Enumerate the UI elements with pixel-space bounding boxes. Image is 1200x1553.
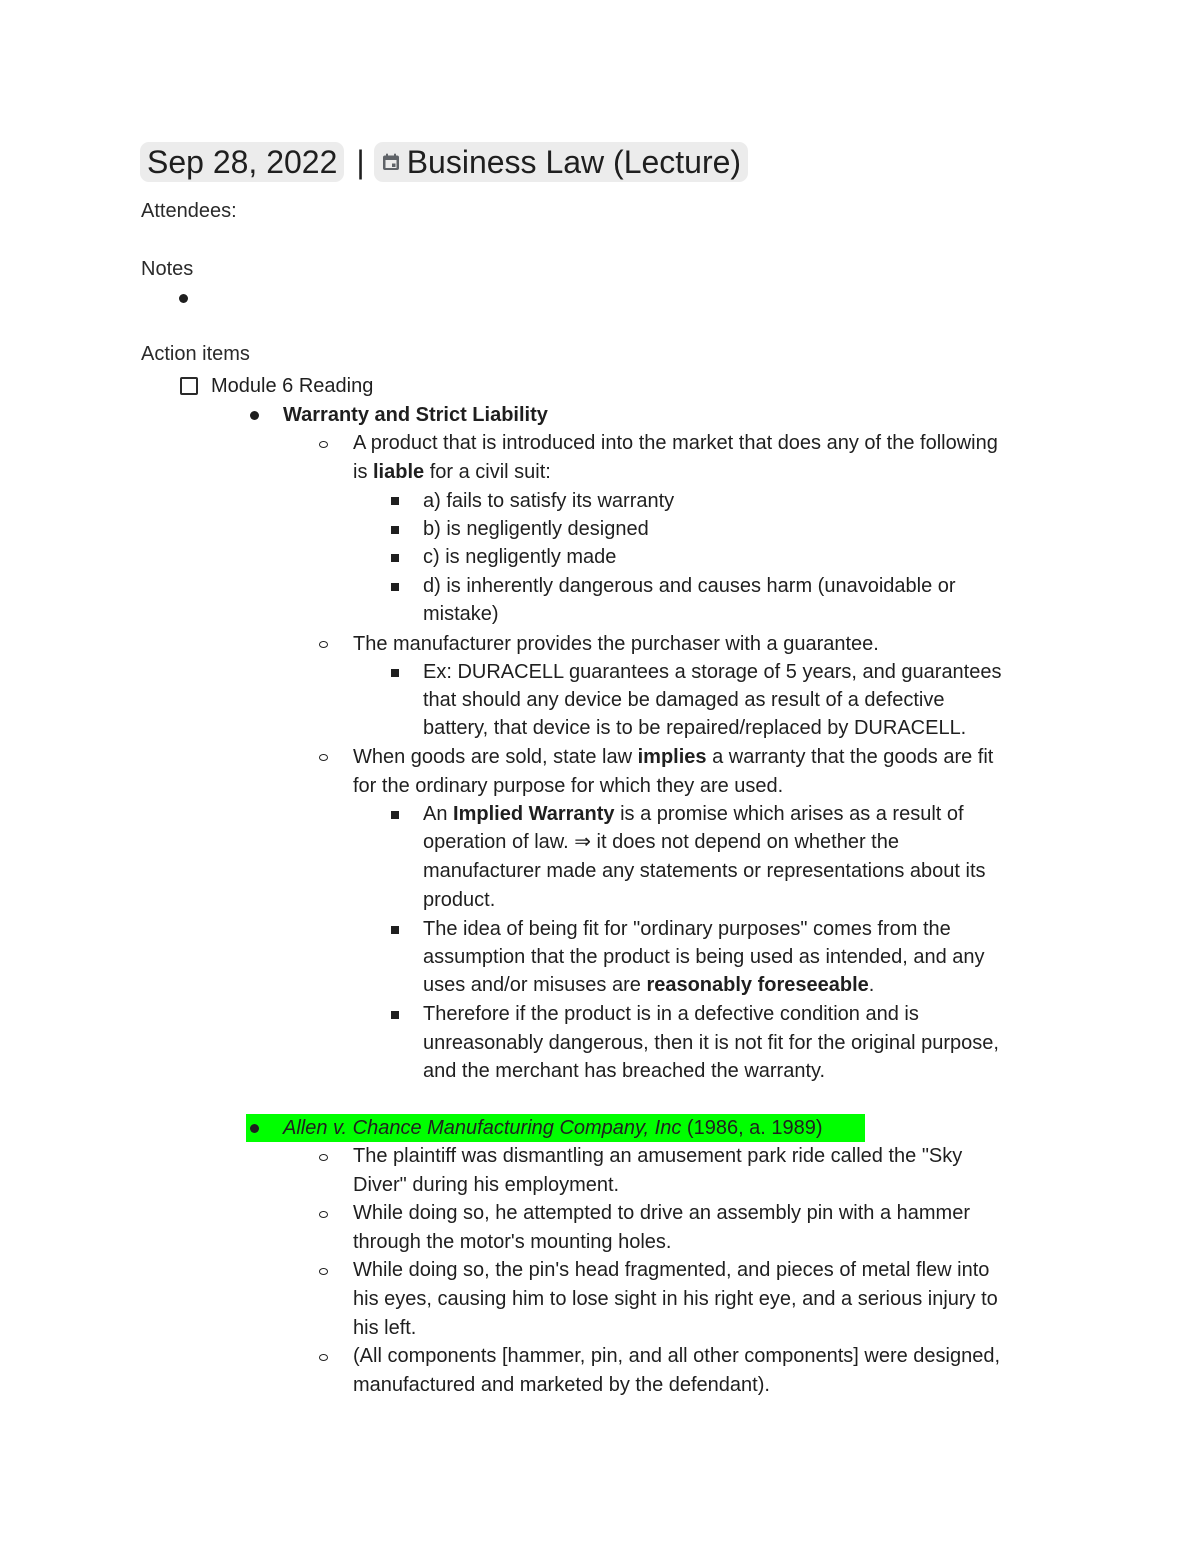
section-heading: Warranty and Strict Liability: [283, 404, 548, 426]
list-item: c) is negligently made: [423, 546, 617, 568]
bullet-circle: [319, 441, 328, 448]
case-heading: [283, 1114, 823, 1143]
title-separator: |: [356, 143, 365, 180]
list-item: Ex: DURACELL guarantees a storage of 5 years, and guarantees: [423, 661, 1002, 683]
list-item: A product that is introduced into the market that does any of the following: [353, 432, 998, 454]
bullet-square: [391, 554, 399, 562]
bullet-circle: [319, 1211, 328, 1218]
date-chip-label: Sep 28, 2022: [147, 143, 338, 180]
page-title: [140, 140, 748, 184]
bullet-circle: [319, 641, 328, 648]
bullet-disc: [250, 411, 259, 420]
list-item: While doing so, the pin's head fragmented, and pieces of metal flew into: [353, 1259, 990, 1281]
list-item-continuation: product.: [423, 889, 496, 911]
list-item: Therefore if the product is in a defective condition and is: [423, 1003, 919, 1025]
list-item-continuation: through the motor's mounting holes.: [353, 1231, 672, 1253]
date-chip[interactable]: [140, 142, 344, 182]
attendees-label: Attendees:: [141, 200, 237, 222]
calendar-icon: [381, 152, 401, 172]
list-item: An Implied Warranty is a promise which arises as a result of: [423, 803, 964, 825]
action-items-label: Action items: [141, 343, 250, 365]
list-item-continuation: and the merchant has breached the warranty.: [423, 1060, 826, 1082]
list-item-continuation: Diver" during his employment.: [353, 1174, 620, 1196]
bullet-square: [391, 811, 399, 819]
bullet-square: [391, 1011, 399, 1019]
list-item: b) is negligently designed: [423, 518, 649, 540]
bullet-square: [391, 926, 399, 934]
bullet-circle: [319, 1268, 328, 1275]
bullet-circle: [319, 754, 328, 761]
list-item-continuation: uses and/or misuses are reasonably foreseeable.: [423, 974, 875, 996]
list-item-continuation: his left.: [353, 1317, 417, 1339]
list-item-continuation: that should any device be damaged as result of a defective: [423, 689, 945, 711]
checklist-item-label: Module 6 Reading: [211, 375, 374, 397]
list-item-continuation: battery, that device is to be repaired/replaced by DURACELL.: [423, 717, 967, 739]
bullet-circle: [319, 1154, 328, 1161]
list-item: (All components [hammer, pin, and all other components] were designed,: [353, 1345, 1001, 1367]
bullet-square: [391, 497, 399, 505]
list-item: The idea of being fit for "ordinary purposes" comes from the: [423, 918, 951, 940]
case-name: Allen v. Chance Manufacturing Company, Inc: [283, 1117, 682, 1139]
bullet-square: [391, 526, 399, 534]
bullet-circle: [319, 1354, 328, 1361]
list-item-continuation: is liable for a civil suit:: [353, 461, 551, 483]
case-years: (1986, a. 1989): [681, 1117, 823, 1139]
list-item: a) fails to satisfy its warranty: [423, 490, 675, 512]
calendar-event-chip[interactable]: [374, 142, 748, 182]
list-item-continuation: operation of law. ⇒ it does not depend on whether the: [423, 831, 899, 853]
list-item: When goods are sold, state law implies a warranty that the goods are fit: [353, 746, 994, 768]
list-item: d) is inherently dangerous and causes harm (unavoidable or: [423, 575, 956, 597]
list-item-continuation: for the ordinary purpose for which they are used.: [353, 775, 784, 797]
checkbox[interactable]: [180, 377, 198, 395]
bullet-square: [391, 583, 399, 591]
calendar-event-label: Business Law (Lecture): [406, 143, 742, 180]
list-item-continuation: his eyes, causing him to lose sight in his right eye, and a serious injury to: [353, 1288, 998, 1310]
list-item: While doing so, he attempted to drive an assembly pin with a hammer: [353, 1202, 970, 1224]
list-item: The manufacturer provides the purchaser with a guarantee.: [353, 633, 879, 655]
notes-label: Notes: [141, 258, 194, 280]
empty-note-bullet: [179, 294, 188, 303]
list-item-continuation: manufacturer made any statements or representations about its: [423, 860, 986, 882]
list-item: The plaintiff was dismantling an amusement park ride called the "Sky: [353, 1145, 963, 1167]
list-item-continuation: assumption that the product is being used as intended, and any: [423, 946, 985, 968]
list-item-continuation: unreasonably dangerous, then it is not fit for the original purpose,: [423, 1032, 999, 1054]
bullet-square: [391, 669, 399, 677]
bullet-disc: [250, 1124, 259, 1133]
list-item-continuation: mistake): [423, 603, 499, 625]
list-item-continuation: manufactured and marketed by the defendant).: [353, 1374, 770, 1396]
